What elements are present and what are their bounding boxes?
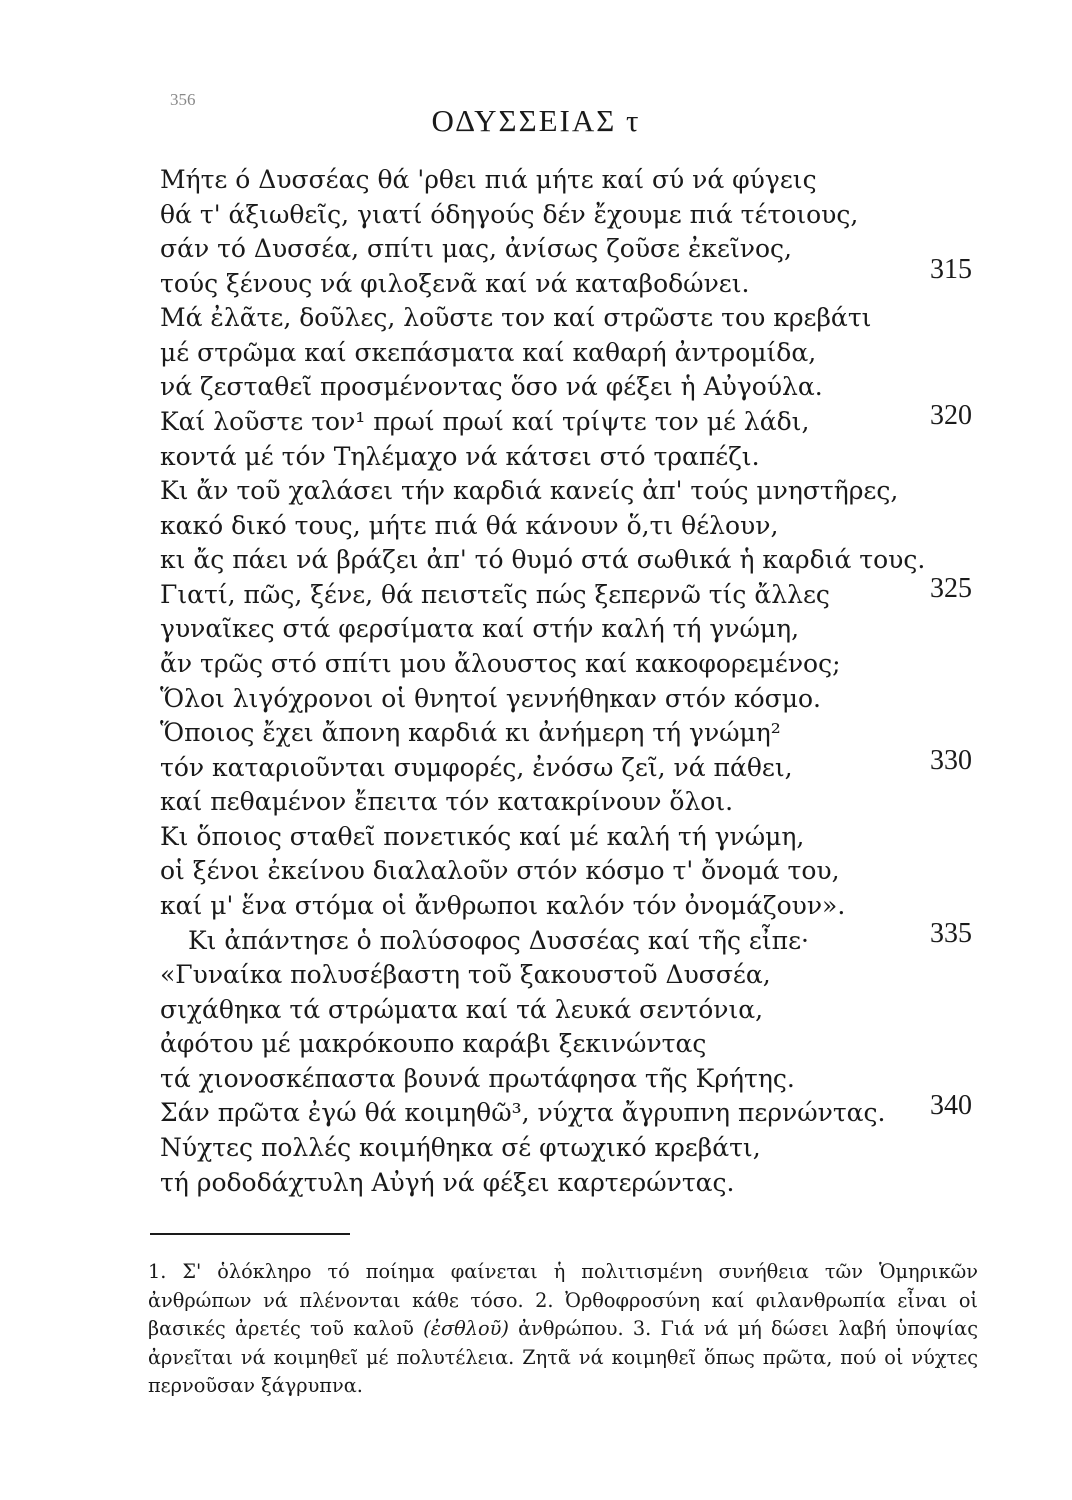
verse-line: Μήτε ό Δυσσέας θά 'ρθει πιά μήτε καί σύ νά φύγεις	[160, 165, 817, 194]
verse-line: Γιατί, πῶς, ξένε, θά πειστεῖς πώς ξεπερνῶ τίς ἄλλες	[160, 580, 830, 609]
verse-line: σιχάθηκα τά στρώματα καί τά λευκά σεντόνια,	[160, 995, 764, 1024]
verse-line: Νύχτες πολλές κοιμήθηκα σέ φτωχικό κρεβάτι,	[160, 1133, 761, 1162]
verse-line: καί μ' ἕνα στόμα οἱ ἄνθρωποι καλόν τόν ὀνομάζουν».	[160, 891, 846, 920]
page-number: 356	[170, 90, 196, 109]
verse-line: Κι ὅποιος σταθεῖ πονετικός καί μέ καλή τή γνώμη,	[160, 822, 805, 851]
verse-line: νά ζεσταθεῖ προσμένοντας ὅσο νά φέξει ἡ Αὐγούλα.	[160, 372, 823, 401]
verse-line: Κι ἄν τοῦ χαλάσει τήν καρδιά κανείς ἀπ' τούς μνηστῆρες,	[160, 476, 899, 505]
verse-line: μέ στρῶμα καί σκεπάσματα καί καθαρή ἀντρομίδα,	[160, 338, 817, 367]
verse-line: κοντά μέ τόν Τηλέμαχο νά κάτσει στό τραπέζι.	[160, 442, 760, 471]
verse-line: σάν τό Δυσσέα, σπίτι μας, ἀνίσως ζοῦσε ἐκεῖνος,	[160, 234, 792, 263]
verse-line: θά τ' άξιωθεῖς, γιατί όδηγούς δέν ἔχουμε πιά τέτοιους,	[160, 200, 859, 229]
verse-line: ἀφότου μέ μακρόκουπο καράβι ξεκινώντας	[160, 1029, 707, 1058]
verse-line: τή ροδοδάχτυλη Αὐγή νά φέξει καρτερώντας.	[160, 1168, 735, 1197]
footnotes	[148, 1258, 978, 1401]
verse-line: τόν καταριοῦνται συμφορές, ἐνόσω ζεῖ, νά πάθει,	[160, 753, 793, 782]
line-number: 330	[930, 745, 972, 776]
line-number: 335	[930, 918, 972, 949]
verse-line: κι ἄς πάει νά βράζει ἀπ' τό θυμό στά σωθικά ἡ καρδιά τους.	[160, 545, 926, 574]
verse-line: κακό δικό τους, μήτε πιά θά κάνουν ὅ,τι θέλουν,	[160, 511, 779, 540]
verse-line: Κι ἀπάντησε ὁ πολύσοφος Δυσσέας καί τῆς εἶπε·	[188, 926, 809, 955]
verse-line: Ὅλοι λιγόχρονοι οἱ θνητοί γεννήθηκαν στόν κόσμο.	[160, 684, 821, 713]
running-head: ΟΔΥΣΣΕΙΑΣ τ	[431, 103, 641, 138]
verse-line: Καί λοῦστε τον¹ πρωί πρωί καί τρίψτε τον μέ λάδι,	[160, 407, 810, 436]
footnote-italic-term: (ἐσθλοῦ)	[423, 1317, 509, 1340]
verse-line: Σάν πρῶτα ἐγώ θά κοιμηθῶ³, νύχτα ἄγρυπνη περνώντας.	[160, 1098, 886, 1127]
footnote-rule	[150, 1233, 350, 1235]
line-number: 340	[930, 1090, 972, 1121]
footnote-text: 1. Σ' ὁλόκληρο τό ποίημα φαίνεται ἡ πολιτισμένη συνήθεια τῶν Ὁμηρικῶν ἀνθρώπων νά πλένονται κάθε τόσο. 2. Ὀρθοφροσύνη καί φιλανθρωπία εἶναι οἱ βασικές ἀρετές τοῦ καλοῦ	[148, 1260, 978, 1340]
verse-line: Μά ἐλᾶτε, δοῦλες, λοῦστε τον καί στρῶστε του κρεβάτι	[160, 303, 872, 332]
verse-line: «Γυναίκα πολυσέβαστη τοῦ ξακουστοῦ Δυσσέα,	[160, 960, 771, 989]
verse-line: γυναῖκες στά φερσίματα καί στήν καλή τή γνώμη,	[160, 614, 800, 643]
line-number: 320	[930, 400, 972, 431]
verse-line: οἱ ξένοι ἐκείνου διαλαλοῦν στόν κόσμο τ' ὄνομά του,	[160, 856, 840, 885]
line-number: 325	[930, 573, 972, 604]
footnote-text: ἀνθρώπου. 3. Γιά νά μή δώσει λαβή ὑποψίας ἀρνεῖται νά κοιμηθεῖ μέ πολυτέλεια. Ζητᾶ νά κοιμηθεῖ ὅπως πρῶτα, πού οἱ νύχτες περνοῦσαν ξάγρυπνα.	[148, 1317, 978, 1397]
verse-line: Ὅποιος ἔχει ἄπονη καρδιά κι ἀνήμερη τή γνώμη²	[160, 718, 781, 747]
verse-line: τούς ξένους νά φιλοξενᾶ καί νά καταβοδώνει.	[160, 269, 750, 298]
line-number: 315	[930, 254, 972, 285]
verse-line: τά χιονοσκέπαστα βουνά πρωτάφησα τῆς Κρήτης.	[160, 1064, 795, 1093]
verse-line: ἄν τρῶς στό σπίτι μου ἄλουστος καί κακοφορεμένος;	[160, 649, 841, 678]
verse-line: καί πεθαμένον ἔπειτα τόν κατακρίνουν ὅλοι.	[160, 787, 734, 816]
